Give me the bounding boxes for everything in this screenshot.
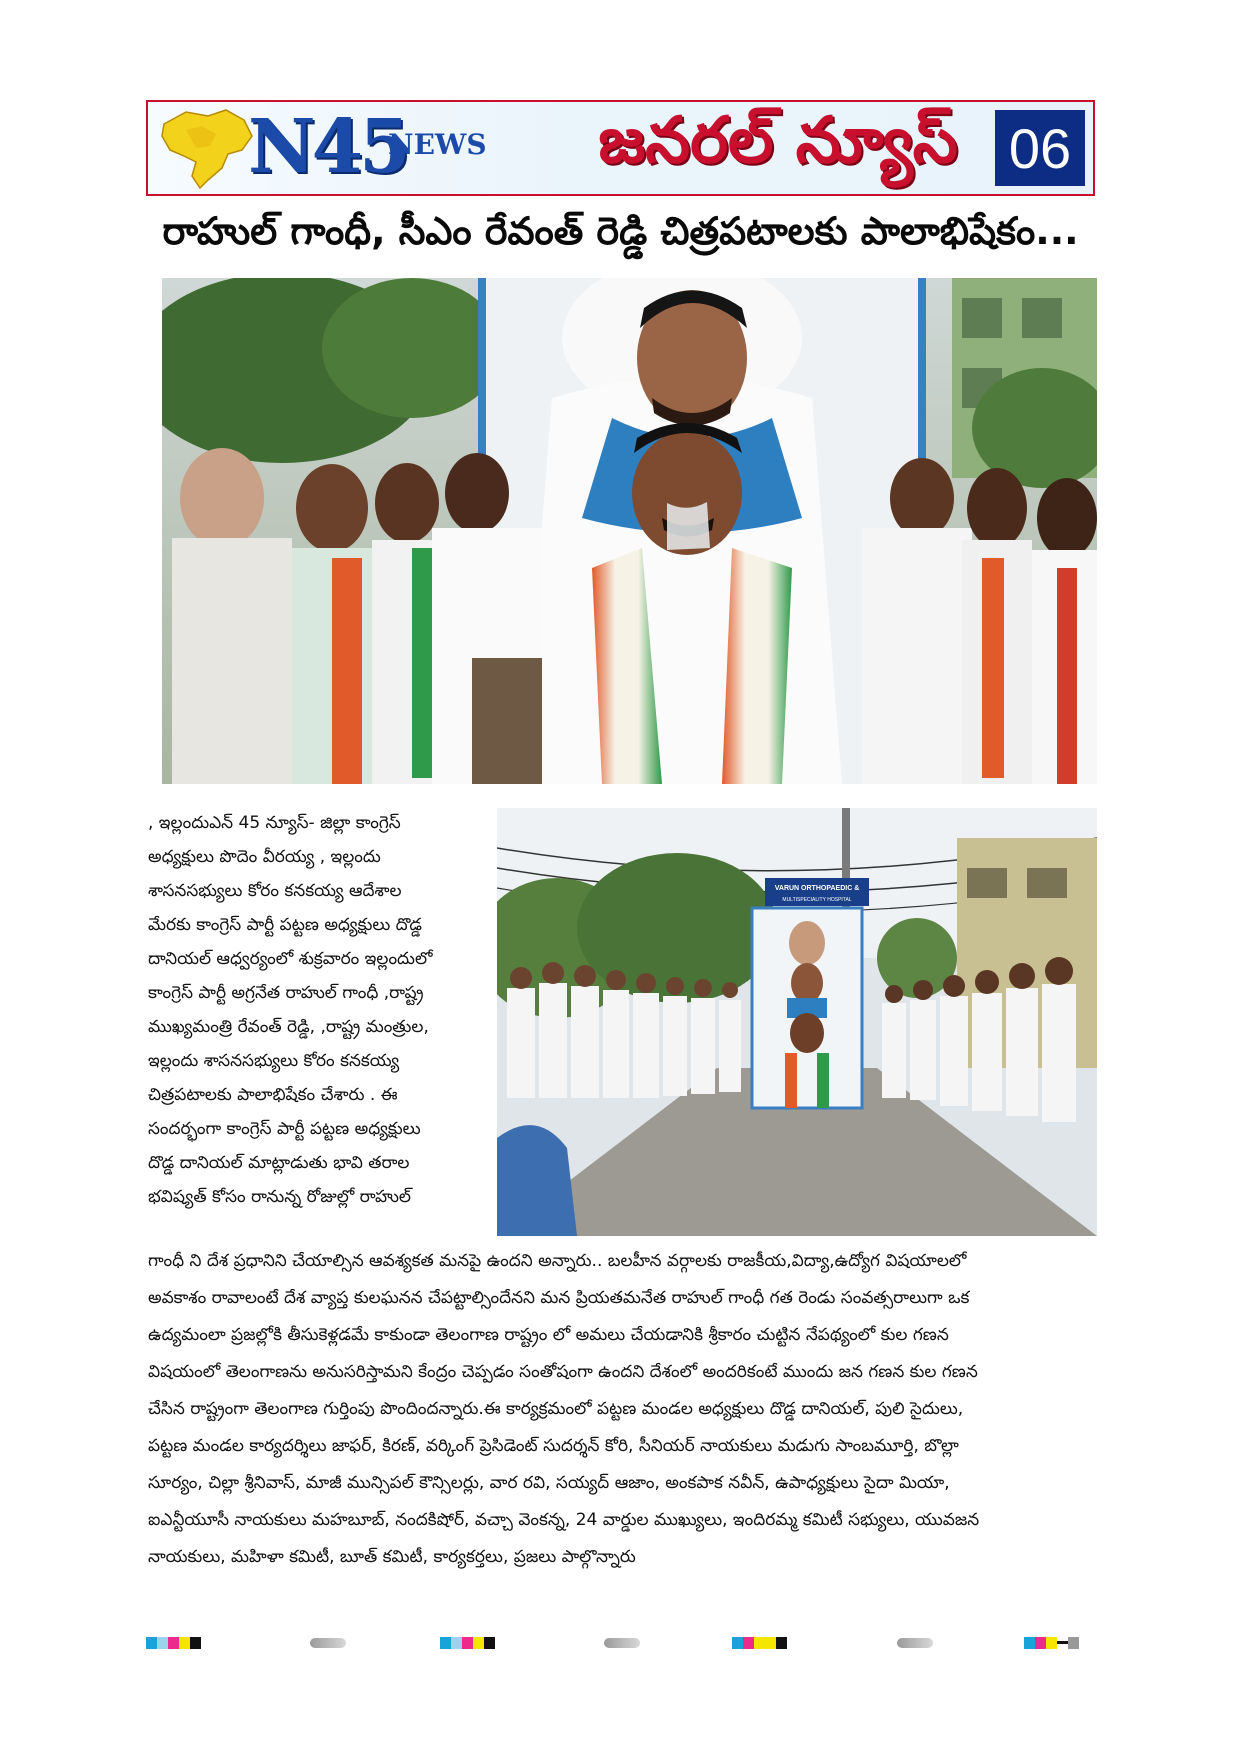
article-line: దొడ్డ దానియల్ మాట్లాడుతు భావి తరాల xyxy=(148,1153,410,1173)
registration-pill-mark xyxy=(310,1638,346,1648)
state-map-logo-icon xyxy=(156,106,260,192)
article-line: అవకాశం రావాలంటే దేశ వ్యాప్త కులఘనన చేపట్టాల్సిందేనని మన ప్రియతమనేత రాహుల్ గాంధీ గత రెండు సంవత్సరాలుగా ఒక xyxy=(148,1288,970,1308)
article-line: చేసిన రాష్ట్రంగా తెలంగాణ గుర్తింపు పొందిందన్నారు.ఈ కార్యక్రమంలో పట్టణ మండల అధ్యక్షులు దొడ్డ దానియల్, పులి సైదులు, xyxy=(148,1399,964,1419)
registration-pill-mark xyxy=(604,1638,640,1648)
article-line: ముఖ్యమంత్రి రేవంత్ రెడ్డి, ,రాష్ట్ర మంత్రుల, xyxy=(148,1017,429,1037)
article-line: విషయంలో తెలంగాణను అనుసరిస్తామని కేంద్రం చెప్పడం సంతోషంగా ఉందని దేశంలో అందరికంటే ముందు జన గణన కుల గణన xyxy=(148,1362,978,1382)
color-registration-mark xyxy=(732,1637,787,1649)
article-line: ఉద్యమంలా ప్రజల్లోకి తీసుకెళ్లడమే కాకుండా తెలంగాణ రాష్ట్రం లో అమలు చేయడానికి శ్రీకారం చుట్టిన నేపథ్యంలో కుల గణన xyxy=(148,1325,949,1345)
masthead xyxy=(146,100,1095,196)
color-registration-mark xyxy=(1024,1637,1079,1649)
article-line: సూర్యం, చిల్లా శ్రీనివాస్, మాజీ మున్సిపల్ కౌన్సిలర్లు, వార రవి, సయ్యద్ ఆజాం, అంకపాక నవీన్, ఉపాధ్యక్షులు సైదా మియా, xyxy=(148,1473,950,1493)
article-line: సందర్భంగా కాంగ్రెస్ పార్టీ పట్టణ అధ్యక్షులు xyxy=(148,1119,421,1139)
article-line: అధ్యక్షులు పొదెం వీరయ్య , ఇల్లందు xyxy=(148,847,381,867)
main-photo xyxy=(162,278,1097,784)
article-line: మేరకు కాంగ్రెస్ పార్టీ పట్టణ అధ్యక్షులు దొడ్డ xyxy=(148,915,422,935)
article-line: ఇల్లందు శాసనసభ్యులు కోరం కనకయ్య xyxy=(148,1051,400,1071)
article-line: కాంగ్రెస్ పార్టీ అగ్రనేత రాహుల్ గాంధీ ,రాష్ట్ర xyxy=(148,983,424,1003)
article-line: దానియల్ ఆధ్వర్యంలో శుక్రవారం ఇల్లందులో xyxy=(148,949,433,969)
article-line: నాయకులు, మహిళా కమిటీ, బూత్ కమిటీ, కార్యకర్తలు, ప్రజలు పాల్గొన్నారు xyxy=(148,1547,636,1567)
banner-line2: MULTISPECIALITY HOSPITAL xyxy=(782,897,852,903)
article-line: శాసనసభ్యులు కోరం కనకయ్య ఆదేశాల xyxy=(148,881,402,901)
logo-news-text: NEWS xyxy=(388,128,487,161)
article-line: గాంధీ ని దేశ ప్రధానిని చేయాల్సిన ఆవశ్యకత మనపై ఉందని అన్నారు.. బలహీన వర్గాలకు రాజకీయ,విద్యా,ఉద్యోగ విషయాలలో xyxy=(148,1251,967,1271)
masthead-title: జనరల్ న్యూస్ xyxy=(598,103,958,178)
logo-n45: N45 xyxy=(248,104,407,190)
article-line: భవిష్యత్ కోసం రానున్న రోజుల్లో రాహుల్ xyxy=(148,1187,411,1207)
page-number: 06 xyxy=(995,110,1085,186)
article-line: చిత్రపటాలకు పాలాభిషేకం చేశారు . ఈ xyxy=(148,1085,398,1105)
registration-pill-mark xyxy=(897,1638,933,1648)
color-registration-mark xyxy=(440,1637,495,1649)
color-registration-mark xyxy=(146,1637,201,1649)
article-line: ఐఎన్టీయూసీ నాయకులు మహబూబ్, నందకిషోర్, వచ్చా వెంకన్న, 24 వార్డుల ముఖ్యులు, ఇందిరమ్మ కమిటీ సభ్యులు, యువజన xyxy=(148,1510,980,1530)
headline: రాహుల్ గాంధీ, సీఎం రేవంత్ రెడ్డి చిత్రపటాలకు పాలాభిషేకం... xyxy=(162,209,1079,253)
article-line: , ఇల్లందుఎన్ 45 న్యూస్- జిల్లా కాంగ్రెస్ xyxy=(148,813,401,833)
banner-line1: VARUN ORTHOPAEDIC & xyxy=(774,885,860,892)
secondary-photo xyxy=(497,808,1097,1236)
article-line: పట్టణ మండల కార్యదర్శిలు జాఫర్, కిరణ్, వర్కింగ్ ప్రెసిడెంట్ సుదర్శన్ కోరి, సీనియర్ నాయకులు మడుగు సాంబమూర్తి, బొల్లా xyxy=(148,1436,959,1456)
